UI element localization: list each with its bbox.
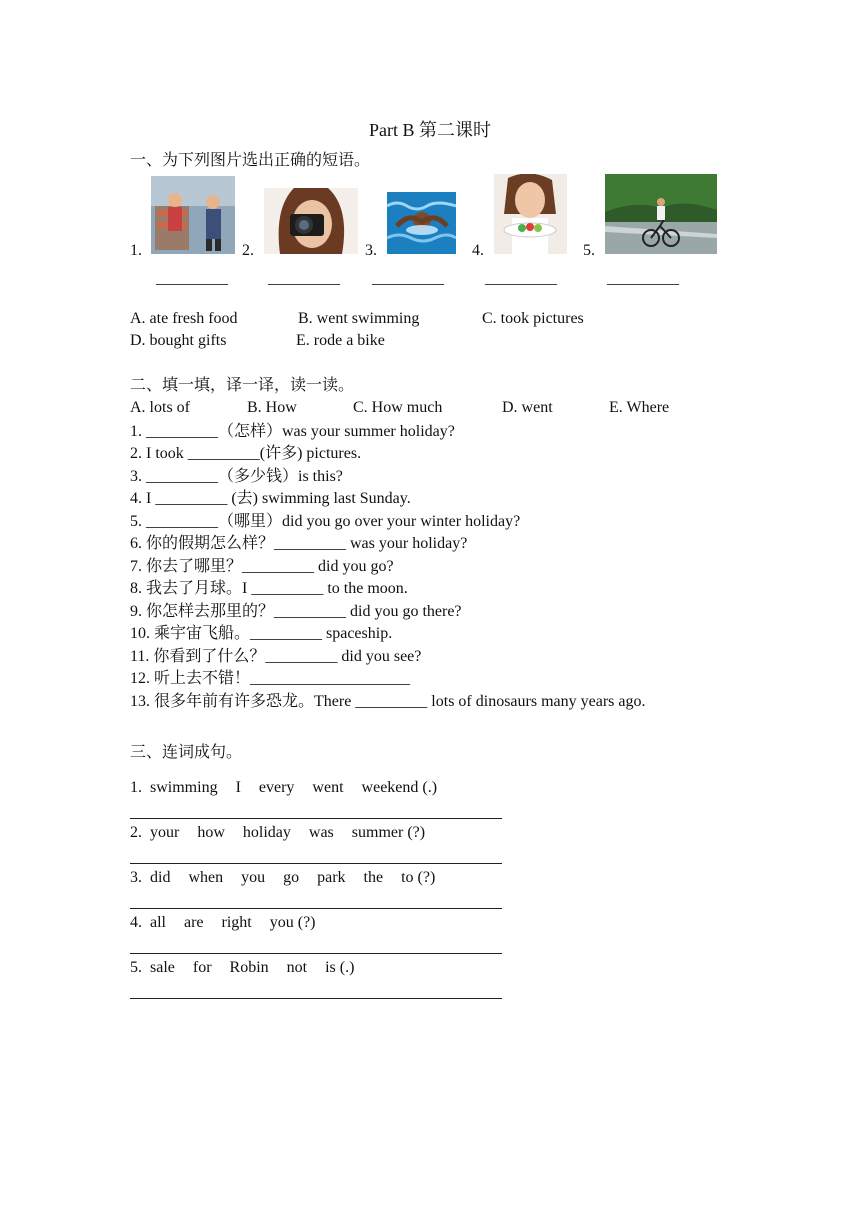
fill-item-6: 6. 你的假期怎么样？_________ was your holiday? (130, 535, 468, 552)
item-number: 2. (130, 824, 142, 841)
picture-number-1: 1. (130, 242, 142, 259)
answer-blank-1[interactable]: _________ (156, 270, 228, 287)
picture-number-4: 4. (472, 242, 484, 259)
word: the (363, 869, 384, 886)
word: you (?) (269, 914, 316, 931)
word: Robin (229, 959, 269, 976)
section1-heading: 一、为下列图片选出正确的短语。 (130, 152, 371, 169)
word: park (317, 869, 346, 886)
word: when (188, 869, 224, 886)
fill-item-2: 2. I took _________(许多) pictures. (130, 445, 362, 462)
word: are (184, 914, 204, 931)
fill-item-7: 7. 你去了哪里？_________ did you go? (130, 558, 394, 575)
answer-line-2[interactable] (130, 863, 502, 864)
word-option-d: D. went (502, 399, 553, 416)
word: weekend (.) (361, 779, 438, 796)
word: holiday (242, 824, 291, 841)
option-d: D. bought gifts (130, 332, 227, 349)
option-b: B. went swimming (298, 310, 420, 327)
answer-blank-2[interactable]: _________ (268, 270, 340, 287)
word: I (235, 779, 241, 796)
word: did (150, 869, 171, 886)
word: all (150, 914, 166, 931)
fill-item-8: 8. 我去了月球。I _________ to the moon. (130, 580, 408, 597)
reorder-item-2 (130, 823, 425, 843)
section2-heading: 二、填一填，译一译，读一读。 (130, 377, 355, 394)
word-option-c: C. How much (353, 399, 443, 416)
section3-heading: 三、连词成句。 (130, 744, 243, 761)
item-number: 3. (130, 869, 142, 886)
fill-item-13: 13. 很多年前有许多恐龙。There _________ lots of dinosaurs many years ago. (130, 693, 646, 710)
picture-camera (264, 188, 358, 254)
item-number: 4. (130, 914, 142, 931)
fill-item-4: 4. I _________ (去) swimming last Sunday. (130, 490, 411, 507)
word: go (283, 869, 300, 886)
answer-line-1[interactable] (130, 818, 502, 819)
fill-item-1: 1. _________（怎样）was your summer holiday? (130, 423, 455, 440)
answer-line-5[interactable] (130, 998, 502, 999)
word: your (150, 824, 180, 841)
answer-line-3[interactable] (130, 908, 502, 909)
reorder-item-1 (130, 778, 437, 798)
fill-item-10: 10. 乘宇宙飞船。_________ spaceship. (130, 625, 393, 642)
word: is (.) (325, 959, 355, 976)
picture-bike (605, 174, 717, 254)
reorder-item-4 (130, 913, 316, 933)
fill-item-5: 5. _________（哪里）did you go over your winter holiday? (130, 513, 521, 530)
fill-item-9: 9. 你怎样去那里的？_________ did you go there? (130, 603, 462, 620)
picture-swimming (387, 192, 456, 254)
picture-number-2: 2. (242, 242, 254, 259)
option-c: C. took pictures (482, 310, 584, 327)
fill-item-11: 11. 你看到了什么？_________ did you see? (130, 648, 422, 665)
item-number: 5. (130, 959, 142, 976)
word-option-b: B. How (247, 399, 297, 416)
reorder-item-3 (130, 868, 435, 888)
picture-number-5: 5. (583, 242, 595, 259)
word: not (286, 959, 308, 976)
word-option-a: A. lots of (130, 399, 190, 416)
item-number: 1. (130, 779, 142, 796)
word: sale (150, 959, 175, 976)
fill-item-12: 12. 听上去不错！____________________ (130, 670, 411, 687)
option-e: E. rode a bike (296, 332, 385, 349)
word: you (241, 869, 266, 886)
word: swimming (150, 779, 218, 796)
word-option-e: E. Where (609, 399, 670, 416)
answer-blank-4[interactable]: _________ (485, 270, 557, 287)
word: summer (?) (351, 824, 426, 841)
page-title: Part B 第二课时 (368, 120, 491, 140)
reorder-item-5 (130, 958, 354, 978)
fill-item-3: 3. _________（多少钱）is this? (130, 468, 343, 485)
picture-number-3: 3. (365, 242, 377, 259)
answer-blank-3[interactable]: _________ (372, 270, 444, 287)
word: every (258, 779, 295, 796)
picture-shopping (151, 176, 235, 254)
answer-line-4[interactable] (130, 953, 502, 954)
word: for (192, 959, 212, 976)
option-a: A. ate fresh food (130, 310, 238, 327)
answer-blank-5[interactable]: _________ (607, 270, 679, 287)
word: to (?) (401, 869, 436, 886)
picture-fresh-food (494, 174, 567, 254)
word: right (221, 914, 252, 931)
word: went (312, 779, 344, 796)
word: was (308, 824, 334, 841)
word: how (197, 824, 225, 841)
